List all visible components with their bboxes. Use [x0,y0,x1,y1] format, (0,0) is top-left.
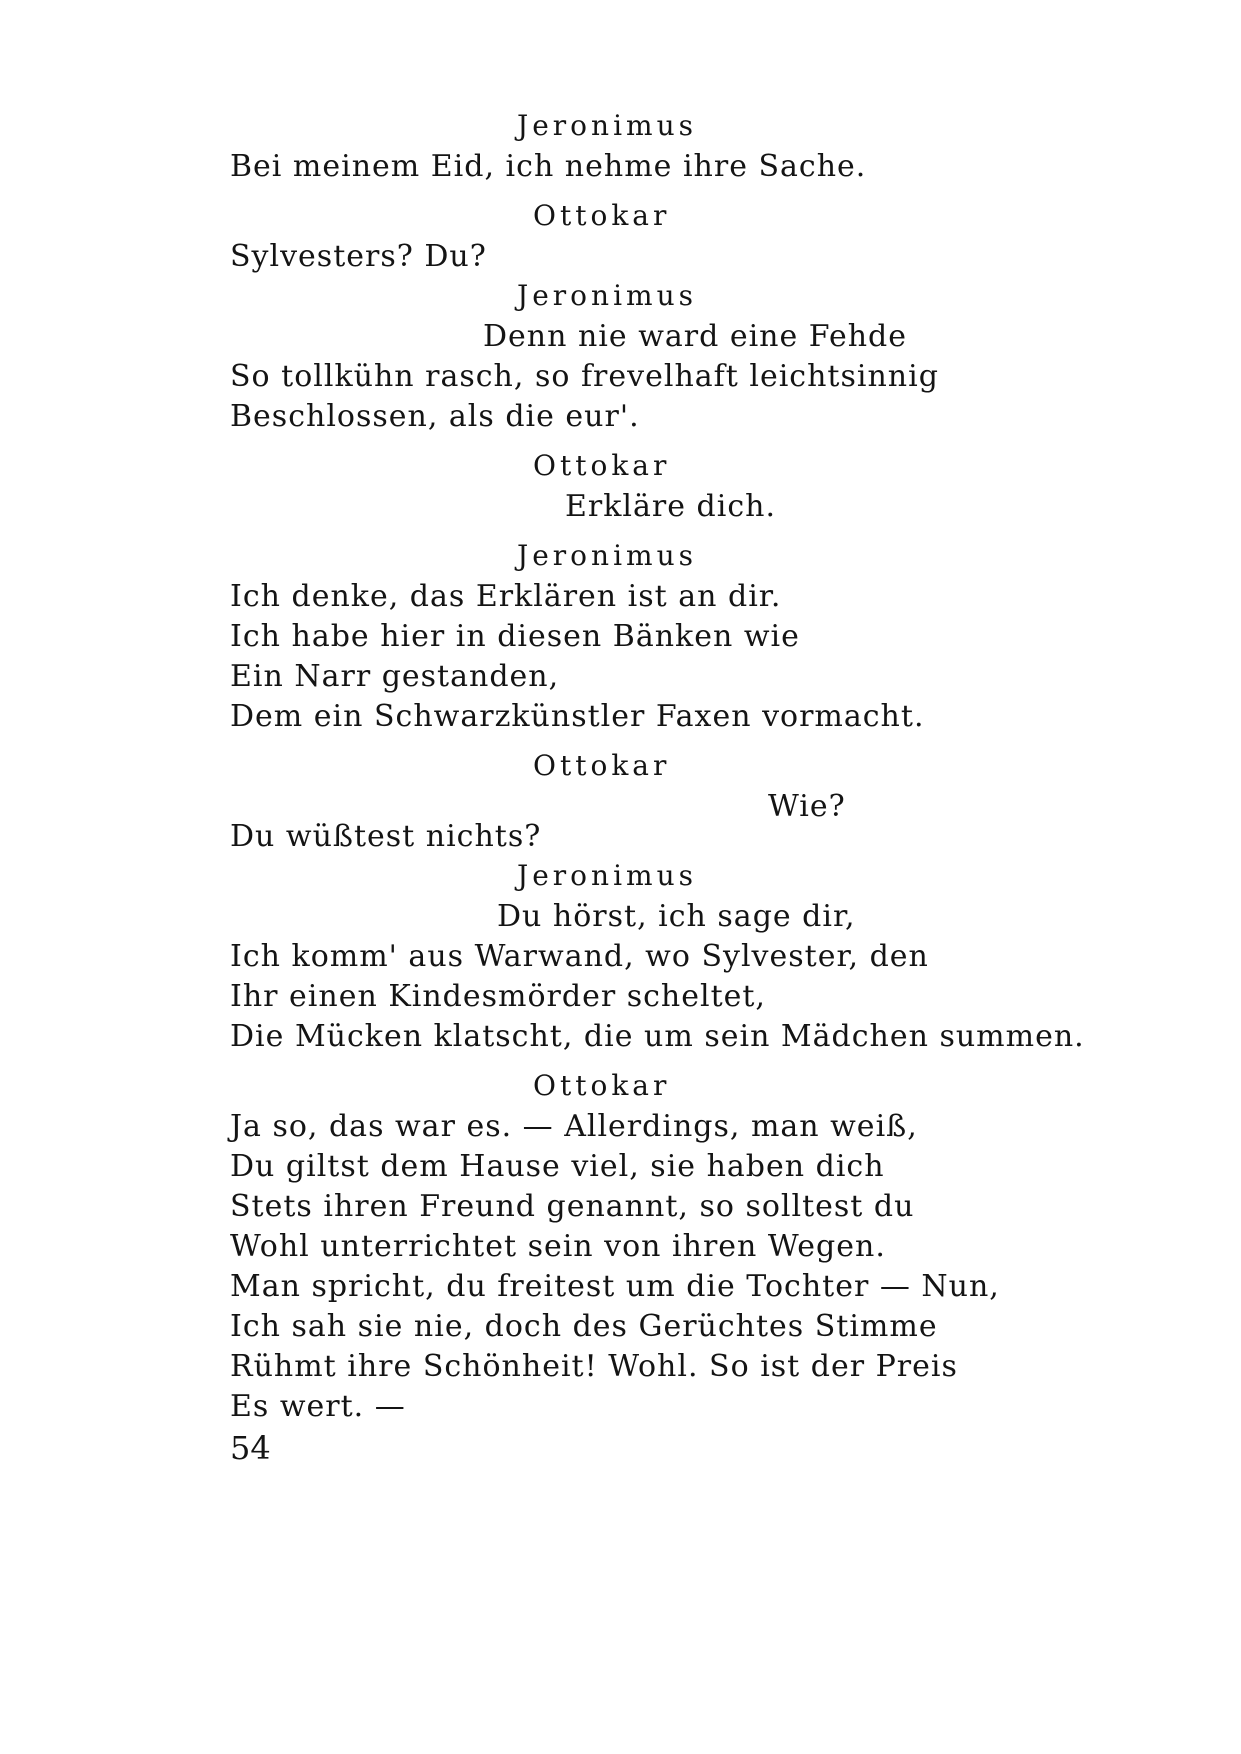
speaker-name: Jeronimus [517,539,697,572]
verse-line: Ich sah sie nie, doch des Gerüchtes Stimme [230,1309,938,1344]
speaker-name: Jeronimus [517,859,697,892]
verse-line: Die Mücken klatscht, die um sein Mädchen summen. [230,1019,1085,1054]
verse-line: Stets ihren Freund genannt, so solltest du [230,1189,915,1224]
verse-line: Bei meinem Eid, ich nehme ihre Sache. [230,149,867,184]
verse-line: Dem ein Schwarzkünstler Faxen vormacht. [230,699,925,734]
speaker-name: Ottokar [533,1069,671,1102]
page-number: 54 [230,1429,271,1467]
verse-line: Du wüßtest nichts? [230,819,542,854]
verse-line: Wohl unterrichtet sein von ihren Wegen. [230,1229,886,1264]
verse-line: Ihr einen Kindesmörder scheltet, [230,979,766,1014]
speaker-name: Ottokar [533,749,671,782]
verse-line: Man spricht, du freitest um die Tochter — Nun, [230,1269,1000,1304]
verse-line: Du giltst dem Hause viel, sie haben dich [230,1149,885,1184]
verse-line: Denn nie ward eine Fehde [483,319,908,354]
verse-line: Ja so, das war es. — Allerdings, man weiß, [230,1109,918,1144]
verse-line: Ich habe hier in diesen Bänken wie [230,619,800,654]
speaker-name: Jeronimus [517,279,697,312]
speaker-name: Ottokar [533,199,671,232]
verse-line: Es wert. — [230,1389,406,1424]
verse-line: Sylvesters? Du? [230,239,487,274]
verse-line: Beschlossen, als die eur'. [230,399,640,434]
speaker-name: Jeronimus [517,109,697,142]
verse-line: Wie? [768,789,846,824]
speaker-name: Ottokar [533,449,671,482]
verse-line: Erkläre dich. [565,489,776,524]
verse-line: Ich denke, das Erklären ist an dir. [230,579,782,614]
verse-line: Ich komm' aus Warwand, wo Sylvester, den [230,939,929,974]
verse-line: Ein Narr gestanden, [230,659,560,694]
verse-line: So tollkühn rasch, so frevelhaft leichtsinnig [230,359,939,394]
verse-line: Du hörst, ich sage dir, [497,899,856,934]
verse-line: Rühmt ihre Schönheit! Wohl. So ist der Preis [230,1349,958,1384]
